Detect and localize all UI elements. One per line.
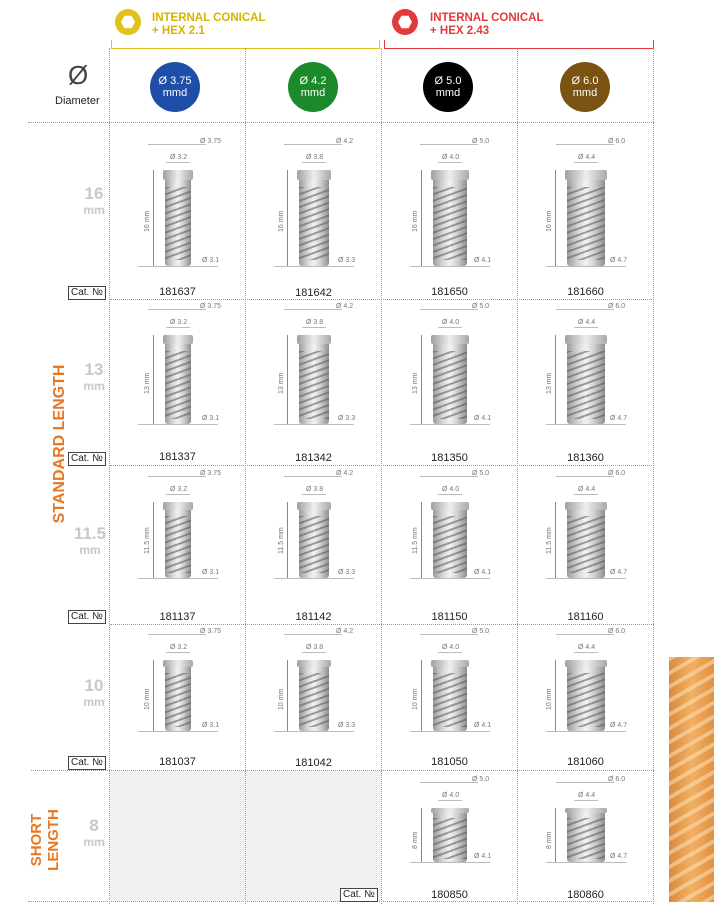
implant-cell [246,303,383,438]
inner-diameter-label: Ø 4.4 [578,319,596,326]
length-dimension-label: 13 mm [278,372,285,394]
short-length-title [28,800,62,880]
length-unit: mm [79,543,101,557]
catalog-number: 181137 [159,611,196,623]
inner-diameter-label: Ø 3.2 [170,644,188,651]
catalog-number: 181342 [295,452,332,464]
implant-image [299,502,329,578]
apex-diameter-label: Ø 3.1 [202,722,220,729]
length-dimension-label: 16 mm [278,210,285,232]
dimension-line [556,782,614,783]
inner-diameter-label: Ø 3.8 [306,644,324,651]
catalog-number: 181150 [431,611,468,623]
implant-cell [518,127,655,262]
length-label-16 [80,186,108,218]
length-value: 10 [84,676,104,695]
length-dimension-line [421,502,422,578]
inner-diameter-label: Ø 4.4 [578,644,596,651]
cat-label: Cat. № [68,286,106,300]
hex-icon-red [392,9,418,35]
length-dimension-label: 10 mm [412,688,419,710]
inner-diameter-label: Ø 4.0 [442,644,460,651]
dimension-line [284,634,342,635]
length-dimension-label: 16 mm [412,210,419,232]
dimension-line [302,162,326,163]
dimension-line [148,309,206,310]
apex-diameter-label: Ø 3.3 [338,257,356,264]
implant-cell [110,127,247,262]
dimension-line [420,144,478,145]
length-label-13 [80,362,108,394]
dimension-line [166,494,190,495]
diameter-unit: mmd [572,87,598,99]
cat-label: Cat. № [68,452,106,466]
apex-diameter-label: Ø 3.3 [338,415,356,422]
length-dimension-label: 16 mm [546,210,553,232]
outer-diameter-label: Ø 3.75 [200,470,222,477]
apex-diameter-label: Ø 4.7 [610,257,628,264]
length-dimension-line [153,170,154,266]
implant-image [165,502,191,578]
length-dimension-line [555,170,556,266]
hex-icon-yellow [115,9,141,35]
inner-diameter-label: Ø 3.8 [306,319,324,326]
diameter-bubble-3-75 [150,62,200,112]
dimension-line [274,578,354,579]
implant-cell [518,774,655,909]
implant-image [433,335,467,424]
outer-diameter-label: Ø 6.0 [608,138,626,145]
catalog-number: 181650 [431,286,468,298]
apex-diameter-label: Ø 4.7 [610,722,628,729]
dimension-line [284,309,342,310]
dimension-line [166,652,190,653]
length-dimension-label: 13 mm [144,372,151,394]
dimension-line [166,162,190,163]
grid-line [110,465,654,466]
implant-cell [110,628,247,763]
catalog-number: 181142 [295,611,332,623]
implant-image [567,808,605,862]
inner-diameter-label: Ø 3.8 [306,154,324,161]
dimension-line [438,162,462,163]
grid-line [110,299,654,300]
dimension-line [166,327,190,328]
outer-diameter-label: Ø 5.0 [472,776,490,783]
empty-cell [246,771,381,901]
catalog-number: 181060 [567,756,604,768]
implant-image [567,660,605,731]
implant-image [299,170,329,266]
implant-image [165,660,191,731]
length-label-11-5 [72,526,108,558]
implant-image [299,335,329,424]
diameter-unit: mmd [300,87,326,99]
implant-cell [382,127,519,262]
dimension-line [274,424,354,425]
length-dimension-line [153,502,154,578]
length-dimension-line [555,335,556,424]
cat-label: Cat. № [68,756,106,770]
inner-diameter-label: Ø 4.0 [442,154,460,161]
length-dimension-label: 11.5 mm [278,527,285,554]
dimension-line [420,782,478,783]
length-dimension-label: 10 mm [278,688,285,710]
group1-title-line1: INTERNAL CONICAL [152,12,266,24]
diameter-unit: mmd [435,87,461,99]
diameter-symbol: Ø [68,60,89,90]
catalog-number: 181642 [295,287,332,299]
implant-cell [382,469,519,604]
implant-image [567,335,605,424]
inner-diameter-label: Ø 4.4 [578,486,596,493]
apex-diameter-label: Ø 4.1 [474,569,492,576]
outer-diameter-label: Ø 4.2 [336,470,354,477]
implant-image [567,502,605,578]
dimension-line [274,731,354,732]
length-value: 16 [84,184,104,203]
length-dimension-label: 13 mm [412,372,419,394]
length-dimension-label: 11.5 mm [412,527,419,554]
inner-diameter-label: Ø 4.4 [578,792,596,799]
length-dimension-label: 11.5 mm [546,527,553,554]
apex-diameter-label: Ø 3.1 [202,257,220,264]
dimension-line [574,652,598,653]
dimension-line [546,266,626,267]
catalog-number: 180860 [567,889,604,901]
dimension-line [148,144,206,145]
dimension-line [410,578,490,579]
catalog-number: 181037 [159,756,196,768]
dimension-line [574,800,598,801]
length-unit: mm [83,203,105,217]
short-length-line2: LENGTH [45,809,62,871]
apex-diameter-label: Ø 4.1 [474,722,492,729]
length-dimension-line [153,660,154,731]
brand-strip [669,657,714,902]
length-dimension-line [421,170,422,266]
dimension-line [574,494,598,495]
dimension-line [148,476,206,477]
dimension-line [556,309,614,310]
group2-title-line1: INTERNAL CONICAL [430,12,544,24]
dimension-line [410,862,490,863]
length-dimension-line [287,170,288,266]
length-value: 11.5 [73,524,107,543]
length-dimension-label: 8 mm [412,831,419,849]
diameter-bubble-5-0 [423,62,473,112]
dimension-line [438,494,462,495]
apex-diameter-label: Ø 3.3 [338,722,356,729]
dimension-line [546,731,626,732]
dimension-line [438,652,462,653]
dimension-line [284,144,342,145]
grid-line [110,624,654,625]
group2-title [430,12,544,38]
apex-diameter-label: Ø 4.7 [610,569,628,576]
length-unit: mm [83,695,105,709]
length-dimension-label: 11.5 mm [144,527,151,554]
inner-diameter-label: Ø 3.2 [170,319,188,326]
length-dimension-label: 10 mm [144,688,151,710]
dimension-line [302,652,326,653]
catalog-number: 181660 [567,286,604,298]
inner-diameter-label: Ø 4.0 [442,792,460,799]
implant-image [567,170,605,266]
length-dimension-line [421,808,422,862]
diameter-value: Ø 6.0 [571,75,599,87]
apex-diameter-label: Ø 4.7 [610,415,628,422]
inner-diameter-label: Ø 4.0 [442,486,460,493]
cat-label: Cat. № [68,610,106,624]
diameter-bubble-6-0 [560,62,610,112]
apex-diameter-label: Ø 4.7 [610,853,628,860]
length-unit: mm [83,379,105,393]
outer-diameter-label: Ø 4.2 [336,138,354,145]
dimension-line [302,494,326,495]
implant-cell [518,628,655,763]
implant-image [165,170,191,266]
dimension-line [138,731,218,732]
dimension-line [274,266,354,267]
apex-diameter-label: Ø 4.1 [474,257,492,264]
apex-diameter-label: Ø 4.1 [474,853,492,860]
outer-diameter-label: Ø 5.0 [472,303,490,310]
diameter-value: Ø 3.75 [158,75,192,87]
empty-cell [110,771,245,901]
dimension-line [420,476,478,477]
standard-length-title: STANDARD LENGTH [51,364,68,524]
length-dimension-label: 16 mm [144,210,151,232]
group2-bracket [384,40,654,49]
length-dimension-label: 13 mm [546,372,553,394]
outer-diameter-label: Ø 5.0 [472,470,490,477]
outer-diameter-label: Ø 6.0 [608,776,626,783]
group1-title [152,12,266,38]
length-dimension-line [287,660,288,731]
outer-diameter-label: Ø 4.2 [336,628,354,635]
dimension-line [148,634,206,635]
implant-image [433,808,467,862]
catalog-number: 180850 [431,889,468,901]
catalog-number: 181042 [295,757,332,769]
dimension-line [546,862,626,863]
dimension-line [138,266,218,267]
length-dimension-line [287,502,288,578]
implant-image [433,170,467,266]
diameter-bubble-4-2 [288,62,338,112]
length-dimension-line [153,335,154,424]
implant-cell [110,303,247,438]
outer-diameter-label: Ø 3.75 [200,303,222,310]
dimension-line [556,476,614,477]
outer-diameter-label: Ø 6.0 [608,628,626,635]
diameter-label: Diameter [55,95,100,107]
length-dimension-label: 8 mm [546,831,553,849]
dimension-line [302,327,326,328]
implant-cell [518,303,655,438]
implant-cell [382,774,519,909]
dimension-line [138,424,218,425]
dimension-line [546,424,626,425]
length-dimension-line [421,335,422,424]
diameter-value: Ø 4.2 [299,75,327,87]
length-unit: mm [83,835,105,849]
implant-cell [382,303,519,438]
length-dimension-line [555,502,556,578]
outer-diameter-label: Ø 6.0 [608,303,626,310]
outer-diameter-label: Ø 5.0 [472,628,490,635]
implant-cell [246,469,383,604]
implant-cell [518,469,655,604]
grid-line [28,122,654,123]
length-dimension-label: 10 mm [546,688,553,710]
catalog-number: 181360 [567,452,604,464]
catalog-number: 181637 [159,286,196,298]
length-dimension-line [421,660,422,731]
dimension-line [410,266,490,267]
length-dimension-line [287,335,288,424]
implant-cell [246,127,383,262]
dimension-line [410,731,490,732]
inner-diameter-label: Ø 4.0 [442,319,460,326]
length-label-8 [80,818,108,850]
length-dimension-line [555,660,556,731]
outer-diameter-label: Ø 6.0 [608,470,626,477]
implant-image [433,660,467,731]
dimension-line [138,578,218,579]
outer-diameter-label: Ø 5.0 [472,138,490,145]
apex-diameter-label: Ø 3.3 [338,569,356,576]
dimension-line [556,634,614,635]
length-label-10 [80,678,108,710]
catalog-number: 181050 [431,756,468,768]
inner-diameter-label: Ø 3.8 [306,486,324,493]
catalog-number: 181337 [159,451,196,463]
catalog-number: 181350 [431,452,468,464]
implant-image [299,660,329,731]
dimension-line [546,578,626,579]
dimension-line [574,327,598,328]
inner-diameter-label: Ø 4.4 [578,154,596,161]
dimension-line [410,424,490,425]
inner-diameter-label: Ø 3.2 [170,486,188,493]
group2-title-line2: + HEX 2.43 [430,25,490,37]
cat-label: Cat. № [340,888,378,902]
dimension-line [438,327,462,328]
dimension-line [556,144,614,145]
implant-cell [246,628,383,763]
group1-title-line2: + HEX 2.1 [152,25,205,37]
catalog-number: 181160 [567,611,604,623]
implant-cell [110,469,247,604]
diameter-value: Ø 5.0 [434,75,462,87]
implant-image [165,335,191,424]
dimension-line [574,162,598,163]
apex-diameter-label: Ø 3.1 [202,415,220,422]
dimension-line [420,309,478,310]
brand-label: PMI [10,763,35,803]
short-length-line1: SHORT [28,813,45,867]
apex-diameter-label: Ø 3.1 [202,569,220,576]
implant-image [433,502,467,578]
dimension-line [438,800,462,801]
outer-diameter-label: Ø 4.2 [336,303,354,310]
diameter-unit: mmd [162,87,188,99]
length-dimension-line [555,808,556,862]
inner-diameter-label: Ø 3.2 [170,154,188,161]
apex-diameter-label: Ø 4.1 [474,415,492,422]
implant-cell [382,628,519,763]
dimension-line [284,476,342,477]
dimension-line [420,634,478,635]
length-value: 13 [84,360,104,379]
outer-diameter-label: Ø 3.75 [200,138,222,145]
length-value: 8 [89,816,99,835]
outer-diameter-label: Ø 3.75 [200,628,222,635]
